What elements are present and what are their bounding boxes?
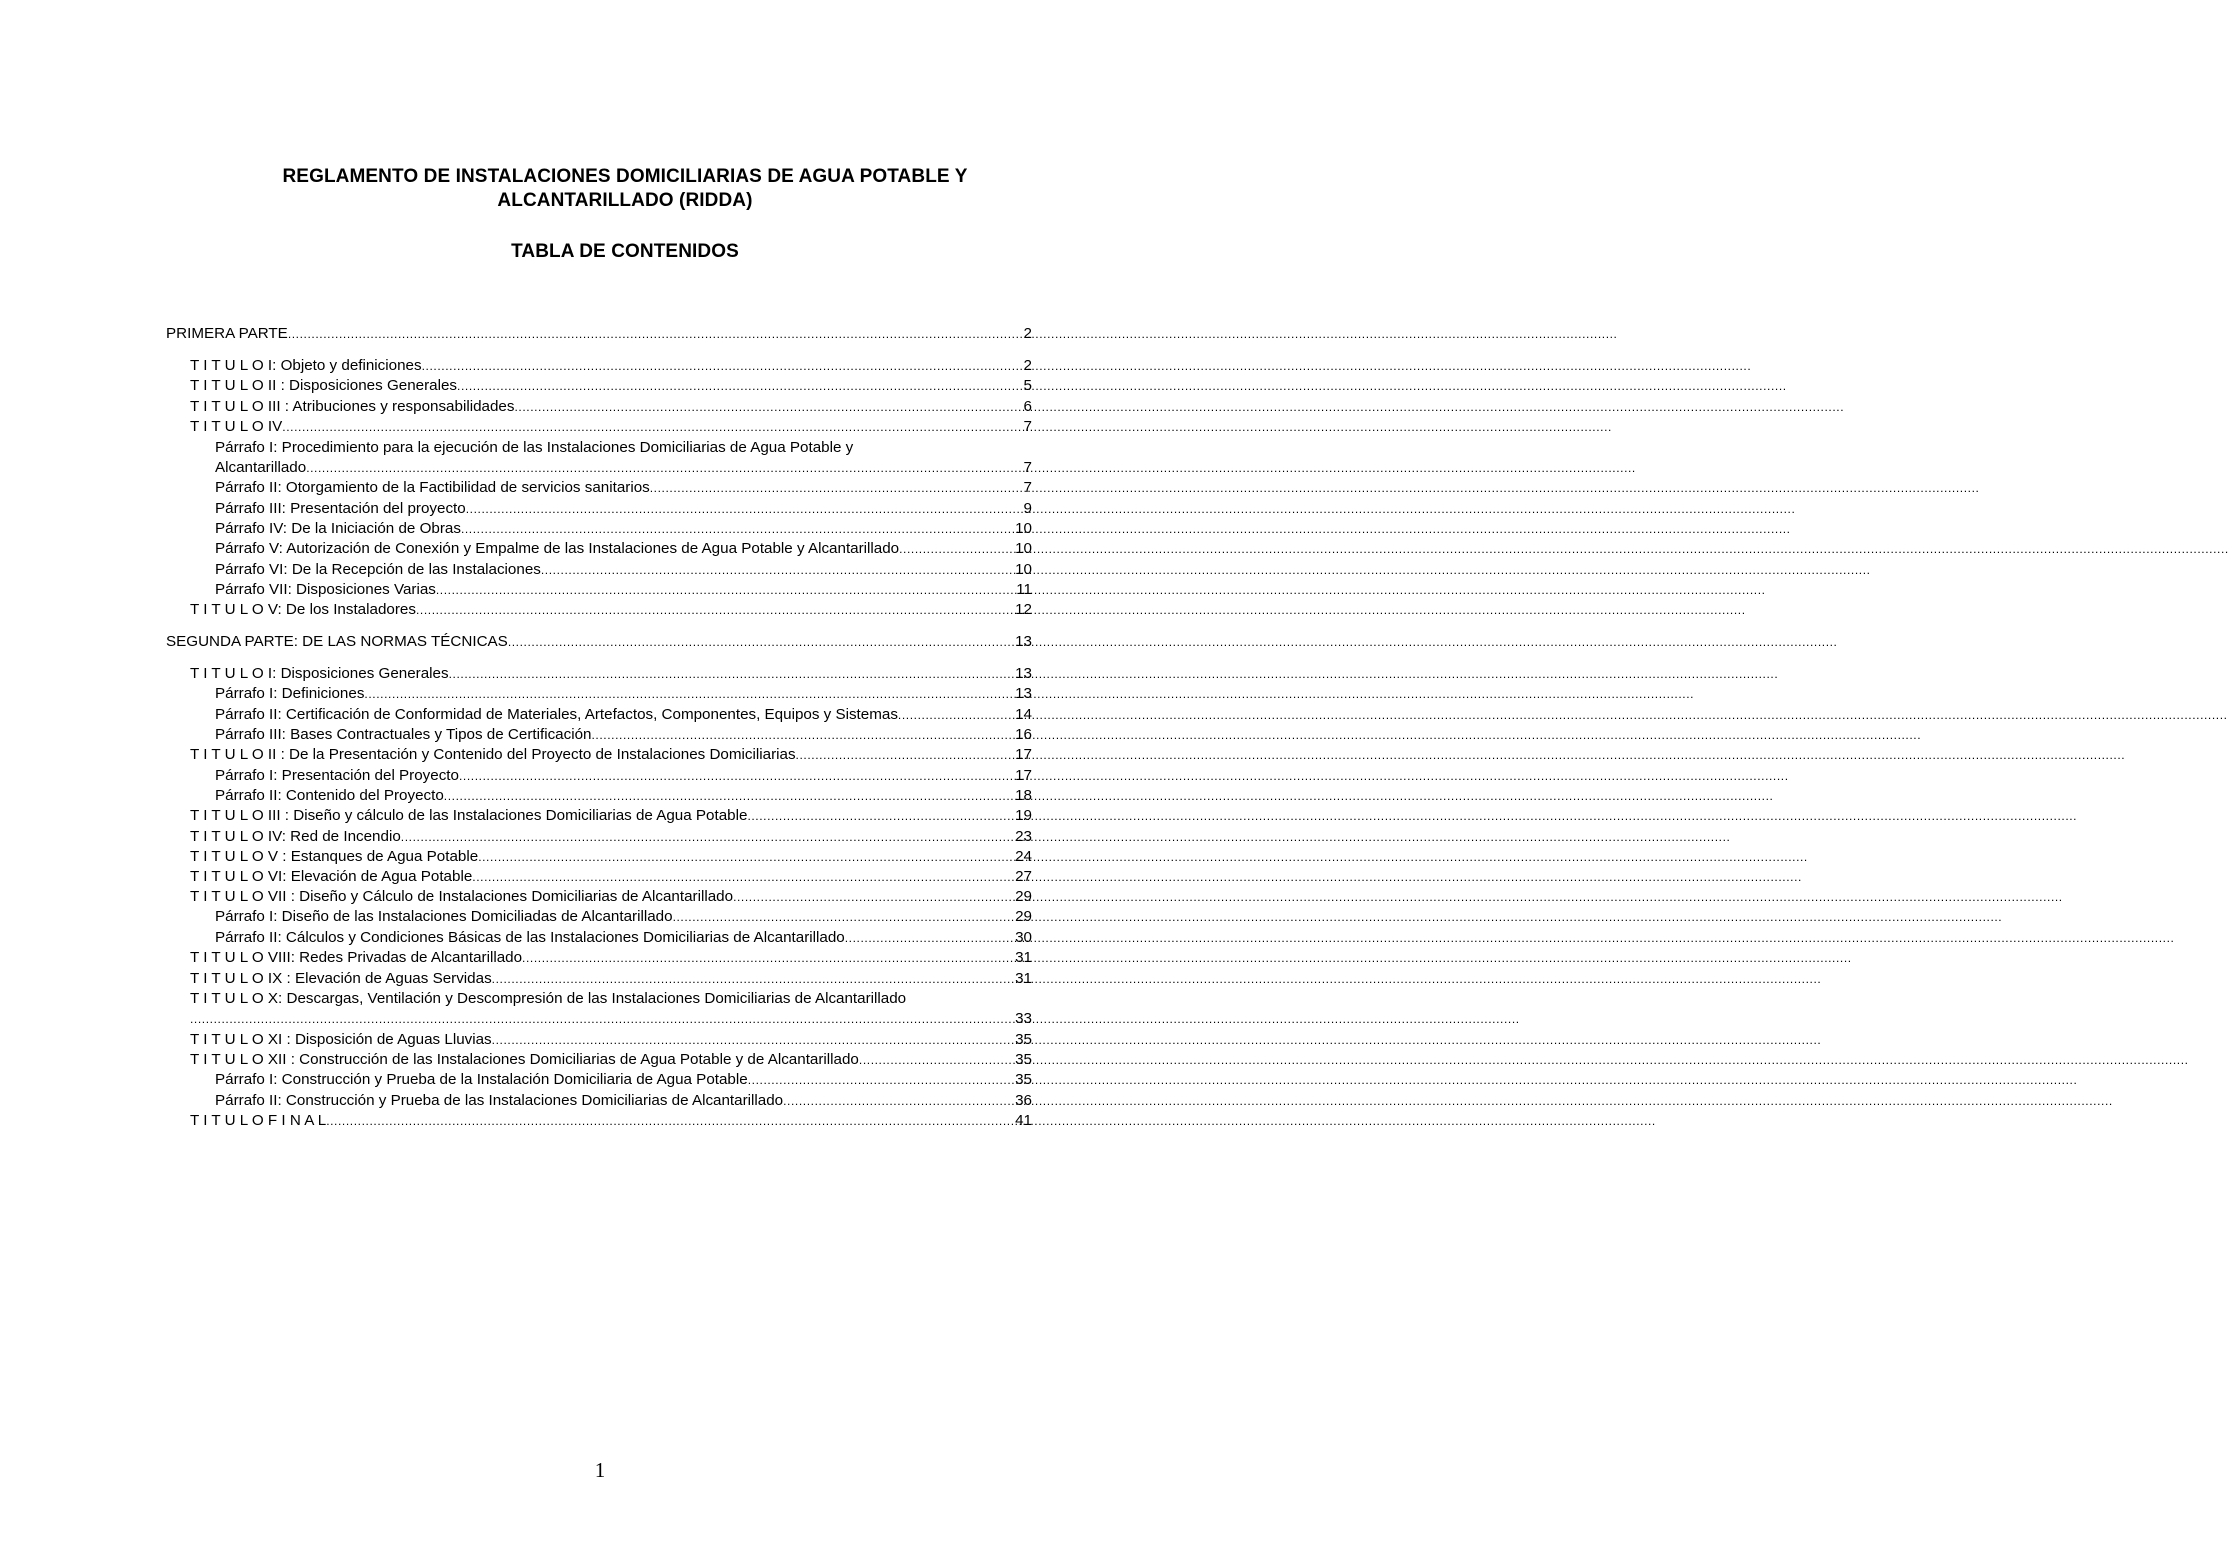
leader-dots xyxy=(364,686,1015,702)
toc-entry-page: 5 xyxy=(1023,377,1032,394)
toc-entry-page: 33 xyxy=(1015,1010,1032,1027)
page-number: 1 xyxy=(594,1458,606,1482)
toc-entry-page: 27 xyxy=(1015,868,1032,885)
toc-entry[interactable] xyxy=(190,745,1032,765)
toc-entry-page: 18 xyxy=(1015,787,1032,804)
toc-entry[interactable] xyxy=(190,948,1032,968)
leader-dots xyxy=(422,358,1024,374)
leader-dots xyxy=(733,889,1015,905)
leader-dots xyxy=(457,378,1024,394)
toc-entry[interactable] xyxy=(190,397,1032,417)
toc-entry[interactable] xyxy=(215,928,1032,948)
toc-entry[interactable] xyxy=(215,439,1032,478)
leader-dots xyxy=(796,747,1016,763)
toc-entry-page: 13 xyxy=(1015,685,1032,702)
leader-dots xyxy=(845,930,1015,946)
toc-entry[interactable] xyxy=(215,725,1032,745)
toc-heading: TABLA DE CONTENIDOS xyxy=(511,241,739,262)
toc-entry[interactable] xyxy=(166,632,1032,652)
toc-entry-text: T I T U L O I: Objeto y definiciones xyxy=(190,357,422,374)
toc-entry[interactable] xyxy=(190,806,1032,826)
toc-entry-text: T I T U L O I: Disposiciones Generales xyxy=(190,665,449,682)
toc-entry-page: 6 xyxy=(1023,398,1032,415)
leader-dots xyxy=(478,849,1015,865)
toc-entry-text: T I T U L O IX : Elevación de Aguas Servidas xyxy=(190,970,492,987)
leader-dots xyxy=(747,808,1015,824)
leader-dots xyxy=(436,582,1016,598)
leader-dots xyxy=(288,326,1024,342)
leader-dots xyxy=(514,399,1023,415)
toc-entry-page: 9 xyxy=(1023,500,1032,517)
leader-dots xyxy=(466,501,1024,517)
toc-entry-page: 31 xyxy=(1015,970,1032,987)
toc-entry-text: T I T U L O VII : Diseño y Cálculo de Instalaciones Domiciliarias de Alcantarillado xyxy=(190,888,734,905)
toc-entry-text: T I T U L O IV xyxy=(190,418,283,435)
document-title-line-2: ALCANTARILLADO (RIDDA) xyxy=(497,190,753,211)
toc-entry-text: Párrafo III: Presentación del proyecto xyxy=(215,500,466,517)
table-of-contents xyxy=(166,0,1032,1553)
toc-entry-page: 24 xyxy=(1015,848,1032,865)
toc-entry-text: T I T U L O III : Diseño y cálculo de las Instalaciones Domiciliarias de Agua Potable xyxy=(190,807,748,824)
toc-entry[interactable] xyxy=(215,539,1032,559)
toc-entry-page: 35 xyxy=(1015,1071,1032,1088)
toc-entry[interactable] xyxy=(215,766,1032,786)
leader-dots xyxy=(282,419,1023,435)
toc-entry[interactable] xyxy=(190,376,1032,396)
leader-dots xyxy=(591,727,1015,743)
toc-entry-text: T I T U L O V : Estanques de Agua Potable xyxy=(190,848,479,865)
toc-entry-page: 10 xyxy=(1015,540,1032,557)
toc-entry[interactable] xyxy=(215,907,1032,927)
toc-entry-page: 14 xyxy=(1015,706,1032,723)
toc-entry-page: 10 xyxy=(1015,561,1032,578)
toc-entry-text: Párrafo III: Bases Contractuales y Tipos de Certificación xyxy=(215,726,592,743)
toc-entry-text: Párrafo I: Construcción y Prueba de la Instalación Domiciliaria de Agua Potable xyxy=(215,1071,748,1088)
leader-dots xyxy=(444,788,1015,804)
leader-dots xyxy=(650,480,1024,496)
toc-entry-text: Alcantarillado xyxy=(215,459,307,476)
toc-entry-text: Párrafo VII: Disposiciones Varias xyxy=(215,581,436,598)
toc-entry-page: 7 xyxy=(1023,459,1032,476)
toc-entry-text: Párrafo II: Certificación de Conformidad de Materiales, Artefactos, Componentes, Equipos y Sistemas xyxy=(215,706,898,723)
leader-dots xyxy=(522,950,1015,966)
toc-entry-text-line-1: T I T U L O X: Descargas, Ventilación y Descompresión de las Instalaciones Domiciliarias de Alcantarillado xyxy=(190,990,907,1007)
toc-entry-page: 23 xyxy=(1015,828,1032,845)
toc-entry[interactable] xyxy=(215,519,1032,539)
leader-dots xyxy=(508,634,1015,650)
toc-entry[interactable] xyxy=(190,827,1032,847)
leader-dots xyxy=(859,1052,1015,1068)
toc-entry-page: 7 xyxy=(1023,479,1032,496)
toc-entry[interactable] xyxy=(190,887,1032,907)
leader-dots xyxy=(899,541,1015,557)
leader-dots xyxy=(748,1072,1015,1088)
leader-dots xyxy=(461,521,1015,537)
toc-entry[interactable] xyxy=(215,560,1032,580)
toc-entry-text: PRIMERA PARTE xyxy=(166,325,288,342)
toc-entry-text: T I T U L O VIII: Redes Privadas de Alcantarillado xyxy=(190,949,523,966)
toc-entry-text: Párrafo II: Construcción y Prueba de las Instalaciones Domiciliarias de Alcantarillado xyxy=(215,1092,784,1109)
toc-entry[interactable] xyxy=(190,600,1032,620)
toc-entry-page: 30 xyxy=(1015,929,1032,946)
leader-dots xyxy=(401,829,1015,845)
toc-entry-page: 17 xyxy=(1015,746,1032,763)
toc-entry-page: 29 xyxy=(1015,908,1032,925)
toc-entry-text: Párrafo II: Contenido del Proyecto xyxy=(215,787,444,804)
leader-dots xyxy=(416,602,1015,618)
leader-dots xyxy=(449,666,1016,682)
toc-entry-page: 19 xyxy=(1015,807,1032,824)
toc-entry-text: T I T U L O II : De la Presentación y Contenido del Proyecto de Instalaciones Domiciliarias xyxy=(190,746,796,763)
toc-entry-text: Párrafo V: Autorización de Conexión y Empalme de las Instalaciones de Agua Potable y Alcantarillado xyxy=(215,540,900,557)
leader-dots xyxy=(472,869,1015,885)
toc-entry-page: 2 xyxy=(1023,325,1032,342)
toc-entry-page: 10 xyxy=(1015,520,1032,537)
toc-entry-text: T I T U L O VI: Elevación de Agua Potable xyxy=(190,868,473,885)
toc-entry-text: T I T U L O II : Disposiciones Generales xyxy=(190,377,458,394)
toc-entry-text: T I T U L O IV: Red de Incendio xyxy=(190,828,401,845)
toc-entry[interactable] xyxy=(190,1050,1032,1070)
toc-entry-page: 41 xyxy=(1015,1112,1032,1129)
toc-entry[interactable] xyxy=(190,990,1032,1029)
toc-entry-page: 11 xyxy=(1016,581,1032,598)
toc-entry-text: Párrafo I: Presentación del Proyecto xyxy=(215,767,459,784)
toc-entry-page: 35 xyxy=(1015,1031,1032,1048)
toc-entry-page: 36 xyxy=(1015,1092,1032,1109)
toc-entry-page: 7 xyxy=(1023,418,1032,435)
leader-dots xyxy=(326,1113,1015,1129)
toc-entry[interactable] xyxy=(215,1091,1032,1111)
toc-entry-page: 13 xyxy=(1015,633,1032,650)
toc-entry[interactable] xyxy=(190,664,1032,684)
toc-entry[interactable] xyxy=(215,705,1032,725)
toc-entry[interactable] xyxy=(215,478,1032,498)
leader-dots xyxy=(783,1093,1015,1109)
toc-entry-text: T I T U L O XII : Construcción de las Instalaciones Domiciliarias de Agua Potable y de Alcantarillado xyxy=(190,1051,859,1068)
toc-entry[interactable] xyxy=(166,324,1032,344)
leader-dots xyxy=(190,1011,1015,1027)
leader-dots xyxy=(673,909,1016,925)
toc-entry-text: Párrafo VI: De la Recepción de las Instalaciones xyxy=(215,561,541,578)
toc-entry[interactable] xyxy=(190,356,1032,376)
toc-entry-text: T I T U L O V: De los Instaladores xyxy=(190,601,416,618)
toc-entry-text: Párrafo I: Definiciones xyxy=(215,685,365,702)
toc-entry-page: 29 xyxy=(1015,888,1032,905)
toc-entry-text: T I T U L O XI : Disposición de Aguas Lluvias xyxy=(190,1031,492,1048)
leader-dots xyxy=(541,562,1015,578)
toc-entry-text: T I T U L O F I N A L xyxy=(190,1112,327,1129)
toc-entry-text: T I T U L O III : Atribuciones y responsabilidades xyxy=(190,398,515,415)
toc-entry-text-line-1: Párrafo I: Procedimiento para la ejecución de las Instalaciones Domiciliarias de Agua Potable y xyxy=(215,439,854,456)
toc-entry-page: 35 xyxy=(1015,1051,1032,1068)
toc-entry-page: 12 xyxy=(1015,601,1032,618)
toc-entry[interactable] xyxy=(215,786,1032,806)
toc-entry[interactable] xyxy=(190,417,1032,437)
toc-entry[interactable] xyxy=(215,1070,1032,1090)
toc-entry[interactable] xyxy=(190,847,1032,867)
toc-entry[interactable] xyxy=(215,684,1032,704)
toc-entry[interactable] xyxy=(190,1111,1032,1131)
toc-entry-page: 16 xyxy=(1015,726,1032,743)
toc-entry-page: 13 xyxy=(1015,665,1032,682)
toc-entry-text: SEGUNDA PARTE: DE LAS NORMAS TÉCNICAS xyxy=(166,633,508,650)
toc-entry-text: Párrafo II: Cálculos y Condiciones Básicas de las Instalaciones Domiciliarias de Alcantarillado xyxy=(215,929,845,946)
leader-dots xyxy=(492,971,1015,987)
leader-dots xyxy=(492,1032,1015,1048)
toc-entry-text: Párrafo I: Diseño de las Instalaciones Domiciliadas de Alcantarillado xyxy=(215,908,673,925)
leader-dots xyxy=(306,460,1023,476)
toc-entry[interactable] xyxy=(215,580,1032,600)
toc-entry-text: Párrafo II: Otorgamiento de la Factibilidad de servicios sanitarios xyxy=(215,479,650,496)
leader-dots xyxy=(898,707,1015,723)
toc-entry[interactable] xyxy=(190,969,1032,989)
toc-entry[interactable] xyxy=(190,1030,1032,1050)
toc-entry[interactable] xyxy=(215,499,1032,519)
toc-entry-page: 17 xyxy=(1015,767,1032,784)
toc-entry-page: 2 xyxy=(1023,357,1032,374)
toc-entry-page: 31 xyxy=(1015,949,1032,966)
leader-dots xyxy=(459,768,1015,784)
document-title-line-1: REGLAMENTO DE INSTALACIONES DOMICILIARIAS DE AGUA POTABLE Y xyxy=(282,166,968,187)
toc-entry[interactable] xyxy=(190,867,1032,887)
toc-entry-text: Párrafo IV: De la Iniciación de Obras xyxy=(215,520,461,537)
